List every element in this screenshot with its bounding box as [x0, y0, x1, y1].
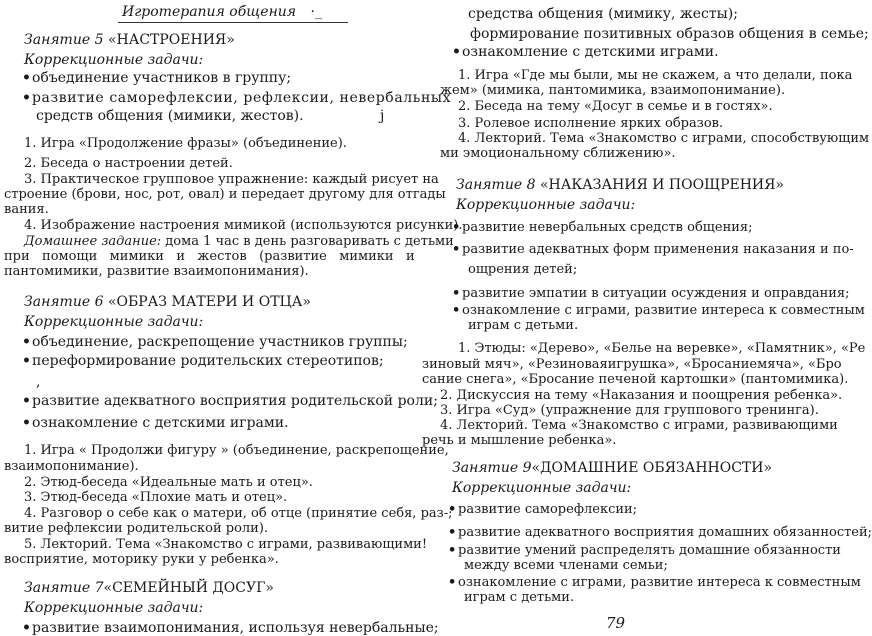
lesson8-item-1-cont: зиновый мяч», «Резиноваяигрушка», «Бросаниемяча», «Бро [422, 357, 842, 372]
lesson6-title-name: «ОБРАЗ МАТЕРИ И ОТЦА» [107, 294, 311, 310]
cont-item-4: 4. Лекторий. Тема «Знакомство с играми, способствующим [458, 131, 870, 146]
lesson5-item-1: 1. Игра «Продолжение фразы» (объединение). [24, 136, 347, 151]
lesson8-task-1 [452, 220, 752, 235]
lesson8-item-3: 3. Игра «Суд» (упражнение для группового тренинга). [440, 403, 819, 418]
lesson6-task-4-text: • ознакомление с детскими играми. [36, 415, 289, 431]
lesson5-tasks-label: Коррекционные задачи: [24, 52, 204, 68]
lesson6-task-2 [22, 353, 384, 369]
cont-item-3: 3. Ролевое исполнение ярких образов. [458, 116, 724, 131]
lesson6-task-3-text: • развитие адекватного восприятия родительской роли; [36, 393, 438, 409]
lesson6-task-4 [22, 415, 289, 431]
stray-comma: , [36, 374, 41, 390]
cont-line-3-text: • ознакомление с детскими играми. [466, 44, 719, 60]
lesson8-task-2 [452, 242, 854, 257]
lesson5-title-name: «НАСТРОЕНИЯ» [107, 32, 235, 48]
lesson5-task-1 [22, 70, 291, 86]
lesson5-task-2 [22, 90, 451, 106]
lesson8-item-1-end: сание снега», «Бросание печеной картошки» (пантомимика). [422, 372, 849, 387]
lesson8-item-2: 2. Дискуссия на тему «Наказания и поощрения ребенка». [440, 388, 843, 403]
homework-text: дома 1 час в день разговаривать с детьми [161, 234, 454, 249]
lesson6-item-5: 5. Лекторий. Тема «Знакомство с играми, развивающими! [24, 537, 428, 552]
lesson8-item-4-cont: речь и мышление ребенка». [422, 433, 617, 448]
cont-item-1-cont: жем» (мимика, пантомимика, взаимопонимание). [440, 83, 786, 98]
running-header-mark: ·_ [310, 4, 322, 20]
lesson8-task-1-text: • развитие невербальных средств общения; [466, 220, 752, 235]
lesson6-item-4: 4. Разговор о себе как о матери, об отце (принятие себя, раз-; [24, 506, 453, 521]
lesson6-task-3 [22, 393, 438, 409]
header-rule [118, 22, 348, 23]
lesson8-task-4-text: • ознакомление с играми, развитие интереса к совместным [466, 303, 865, 318]
lesson8-task-4 [452, 303, 865, 318]
stray-mark-j: j [380, 108, 385, 124]
cont-line-2: формирование позитивных образов общения в семье; [470, 26, 869, 42]
lesson6-item-4-cont: витие рефлексии родительской роли). [4, 521, 269, 536]
lesson5-title-num: Занятие 5 [24, 32, 104, 48]
lesson6-task-1 [22, 334, 408, 350]
lesson5-item-3-end: вания. [4, 202, 49, 217]
running-header [122, 4, 322, 20]
cont-line-3 [452, 44, 719, 60]
lesson9-task-1-text: • развитие саморефлексии; [462, 502, 637, 517]
right-page [418, 0, 872, 633]
lesson5-task-2-cont: средств общения (мимики, жестов). [36, 108, 304, 124]
lesson9-task-1 [448, 502, 637, 517]
lesson9-title-num: Занятие 9 [452, 460, 532, 476]
lesson6-item-1: 1. Игра « Продолжи фигуру » (объединение, раскрепощение, [24, 443, 449, 458]
lesson5-item-4: 4. Изображение настроения мимикой (используются рисунки). [24, 218, 463, 233]
lesson5-homework-end: пантомимики, развитие взаимопонимания). [4, 264, 309, 279]
lesson5-item-3-cont: строение (брови, нос, рот, овал) и передает другому для отгады [4, 187, 446, 202]
lesson6-item-1-cont: взаимопонимание). [4, 459, 139, 474]
lesson7-title-name: «СЕМЕЙНЫЙ ДОСУГ» [103, 580, 274, 596]
lesson8-task-4-cont: играм с детьми. [468, 318, 579, 333]
lesson6-title [24, 294, 311, 310]
homework-label: Домашнее задание: [24, 234, 162, 249]
lesson9-task-4-cont: играм с детьми. [464, 590, 575, 605]
lesson8-item-4: 4. Лекторий. Тема «Знакомство с играми, развивающими [440, 418, 838, 433]
lesson8-title [456, 177, 784, 193]
lesson5-item-2: 2. Беседа о настроении детей. [24, 156, 233, 171]
lesson8-task-3-text: • развитие эмпатии в ситуации осуждения и оправдания; [466, 286, 850, 301]
cont-item-2: 2. Беседа на тему «Досуг в семье и в гостях». [458, 99, 773, 114]
lesson5-homework-cont: при помощи мимики и жестов (развитие мимики и [4, 249, 415, 264]
lesson7-task-1 [22, 620, 439, 636]
lesson8-title-name: «НАКАЗАНИЯ И ПООЩРЕНИЯ» [539, 177, 784, 193]
lesson8-tasks-label: Коррекционные задачи: [456, 197, 636, 213]
lesson7-task-1-text: • развитие взаимопонимания, используя невербальные; [36, 620, 439, 636]
lesson9-tasks-label: Коррекционные задачи: [452, 480, 632, 496]
lesson9-task-3-cont: между всеми членами семьи; [464, 558, 668, 573]
lesson9-task-2-text: • развитие адекватного восприятия домашних обязанностей; [462, 525, 872, 540]
lesson8-task-2-text: • развитие адекватных форм применения наказания и по- [466, 242, 854, 257]
cont-line-1: средства общения (мимику, жесты); [468, 6, 738, 22]
running-header-title: Игротерапия общения [122, 4, 297, 20]
lesson6-title-num: Занятие 6 [24, 294, 104, 310]
lesson8-task-3 [452, 286, 850, 301]
lesson6-tasks-label: Коррекционные задачи: [24, 314, 204, 330]
cont-item-4-cont: ми эмоциональному сближению». [440, 146, 676, 161]
lesson5-task-2-text: • развитие саморефлексии, рефлексии, невербальных [36, 90, 451, 106]
lesson7-title-num: Занятие 7 [24, 580, 104, 596]
lesson7-title [24, 580, 274, 596]
page-number: 79 [606, 614, 626, 632]
lesson7-tasks-label: Коррекционные задачи: [24, 600, 204, 616]
lesson9-title [452, 460, 772, 476]
lesson8-title-num: Занятие 8 [456, 177, 536, 193]
lesson5-item-3: 3. Практическое групповое упражнение: каждый рисует на [24, 172, 439, 187]
lesson9-task-3 [448, 543, 841, 558]
lesson6-item-2: 2. Этюд-беседа «Идеальные мать и отец». [24, 475, 313, 490]
lesson9-task-4-text: • ознакомление с играми, развитие интереса к совместным [462, 575, 861, 590]
lesson5-homework [24, 234, 454, 249]
lesson6-item-5-cont: восприятие, моторику руки у ребенка». [4, 552, 279, 567]
lesson8-task-2-cont: ощрения детей; [468, 262, 578, 277]
lesson9-task-2 [448, 525, 872, 540]
lesson6-task-2-text: • переформирование родительских стереотипов; [36, 353, 384, 369]
lesson9-task-3-text: • развитие умений распределять домашние обязанности [462, 543, 841, 558]
lesson6-item-3: 3. Этюд-беседа «Плохие мать и отец». [24, 490, 288, 505]
lesson6-task-1-text: • объединение, раскрепощение участников группы; [36, 334, 408, 350]
lesson8-item-1: 1. Этюды: «Дерево», «Белье на веревке», «Памятник», «Ре [458, 341, 866, 356]
lesson9-task-4 [448, 575, 861, 590]
lesson5-task-1-text: • объединение участников в группу; [36, 70, 291, 86]
lesson5-title [24, 32, 235, 48]
lesson9-title-name: «ДОМАШНИЕ ОБЯЗАННОСТИ» [531, 460, 773, 476]
cont-item-1: 1. Игра «Где мы были, мы не скажем, а что делали, пока [458, 68, 853, 83]
